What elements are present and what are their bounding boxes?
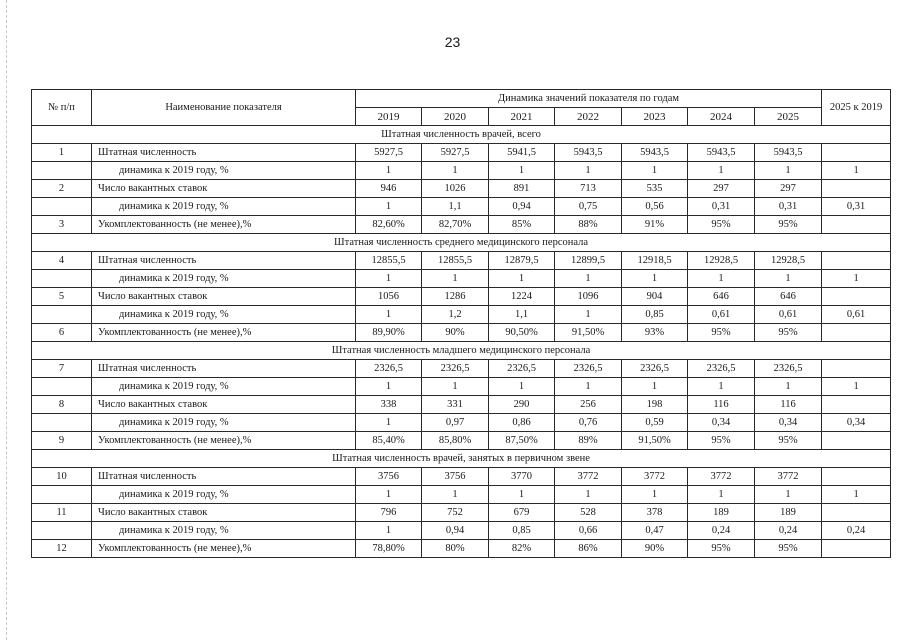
table-row [32, 414, 891, 432]
header-year-cell: 2021 [489, 108, 555, 126]
value-cell: 2326,5 [422, 360, 489, 378]
value-cell: 88% [555, 216, 622, 234]
value-cell: 12918,5 [622, 252, 688, 270]
value-cell: 1 [622, 270, 688, 288]
value-cell: 0,31 [688, 198, 755, 216]
value-cell: 1 [489, 378, 555, 396]
value-cell: 2326,5 [755, 360, 822, 378]
value-cell: 0,76 [555, 414, 622, 432]
page-number: 23 [444, 34, 461, 50]
ratio-cell [822, 216, 891, 234]
value-cell: 713 [555, 180, 622, 198]
table-row [32, 144, 891, 162]
value-cell: 535 [622, 180, 688, 198]
value-cell: 90% [622, 540, 688, 558]
value-cell: 646 [755, 288, 822, 306]
value-cell: 2326,5 [489, 360, 555, 378]
table-body [32, 126, 891, 558]
indicator-name: динамика к 2019 году, % [92, 306, 356, 324]
table-row [32, 378, 891, 396]
ratio-cell [822, 540, 891, 558]
indicator-name: Число вакантных ставок [92, 180, 356, 198]
indicator-name: Укомплектованность (не менее),% [92, 540, 356, 558]
value-cell: 1 [622, 162, 688, 180]
value-cell: 90% [422, 324, 489, 342]
indicator-name: динамика к 2019 году, % [92, 162, 356, 180]
value-cell: 891 [489, 180, 555, 198]
value-cell: 5927,5 [356, 144, 422, 162]
indicator-name: Штатная численность [92, 360, 356, 378]
section-title: Штатная численность врачей, занятых в первичном звене [32, 450, 891, 468]
value-cell: 12899,5 [555, 252, 622, 270]
value-cell: 796 [356, 504, 422, 522]
value-cell: 1224 [489, 288, 555, 306]
ratio-cell [822, 396, 891, 414]
indicator-name: Число вакантных ставок [92, 396, 356, 414]
value-cell: 89,90% [356, 324, 422, 342]
value-cell: 1 [422, 378, 489, 396]
value-cell: 752 [422, 504, 489, 522]
value-cell: 95% [755, 324, 822, 342]
row-number [32, 378, 92, 396]
header-ratio: 2025 к 2019 [822, 90, 891, 126]
value-cell: 3770 [489, 468, 555, 486]
value-cell: 1 [356, 414, 422, 432]
value-cell: 0,61 [755, 306, 822, 324]
value-cell: 78,80% [356, 540, 422, 558]
indicator-name: динамика к 2019 году, % [92, 378, 356, 396]
value-cell: 12879,5 [489, 252, 555, 270]
value-cell: 1 [688, 378, 755, 396]
header-row [32, 90, 891, 108]
value-cell: 0,34 [755, 414, 822, 432]
ratio-cell: 1 [822, 486, 891, 504]
value-cell: 1 [555, 378, 622, 396]
value-cell: 12928,5 [688, 252, 755, 270]
value-cell: 5941,5 [489, 144, 555, 162]
value-cell: 0,97 [422, 414, 489, 432]
value-cell: 1 [356, 162, 422, 180]
value-cell: 1 [555, 486, 622, 504]
table-row [32, 468, 891, 486]
value-cell: 189 [755, 504, 822, 522]
value-cell: 1 [356, 522, 422, 540]
row-number: 2 [32, 180, 92, 198]
table-row [32, 306, 891, 324]
indicator-name: динамика к 2019 году, % [92, 522, 356, 540]
section-title: Штатная численность младшего медицинского персонала [32, 342, 891, 360]
value-cell: 1 [356, 270, 422, 288]
value-cell: 85,80% [422, 432, 489, 450]
value-cell: 1286 [422, 288, 489, 306]
value-cell: 1 [489, 486, 555, 504]
ratio-cell: 0,34 [822, 414, 891, 432]
value-cell: 904 [622, 288, 688, 306]
value-cell: 1 [688, 162, 755, 180]
value-cell: 0,47 [622, 522, 688, 540]
value-cell: 1 [489, 270, 555, 288]
table-row [32, 540, 891, 558]
row-number: 1 [32, 144, 92, 162]
value-cell: 95% [688, 432, 755, 450]
header-num: № п/п [32, 90, 92, 126]
indicator-name: Укомплектованность (не менее),% [92, 216, 356, 234]
row-number [32, 162, 92, 180]
row-number: 12 [32, 540, 92, 558]
value-cell: 1096 [555, 288, 622, 306]
value-cell: 528 [555, 504, 622, 522]
ratio-cell [822, 180, 891, 198]
value-cell: 87,50% [489, 432, 555, 450]
header-year-cell: 2022 [555, 108, 622, 126]
table-row [32, 252, 891, 270]
row-number: 7 [32, 360, 92, 378]
value-cell: 1,1 [489, 306, 555, 324]
value-cell: 91,50% [622, 432, 688, 450]
value-cell: 5943,5 [688, 144, 755, 162]
row-number: 11 [32, 504, 92, 522]
ratio-cell: 0,61 [822, 306, 891, 324]
table-row [32, 216, 891, 234]
value-cell: 116 [755, 396, 822, 414]
indicator-name: Число вакантных ставок [92, 288, 356, 306]
indicator-name: динамика к 2019 году, % [92, 198, 356, 216]
value-cell: 0,94 [489, 198, 555, 216]
value-cell: 3772 [755, 468, 822, 486]
value-cell: 116 [688, 396, 755, 414]
value-cell: 198 [622, 396, 688, 414]
ratio-cell [822, 360, 891, 378]
value-cell: 679 [489, 504, 555, 522]
indicator-name: Штатная численность [92, 252, 356, 270]
indicator-name: Число вакантных ставок [92, 504, 356, 522]
value-cell: 0,56 [622, 198, 688, 216]
ratio-cell: 1 [822, 270, 891, 288]
ratio-cell: 0,31 [822, 198, 891, 216]
value-cell: 0,61 [688, 306, 755, 324]
ratio-cell [822, 252, 891, 270]
ratio-cell: 1 [822, 378, 891, 396]
value-cell: 1 [356, 378, 422, 396]
indicator-name: динамика к 2019 году, % [92, 486, 356, 504]
header-year-cell: 2023 [622, 108, 688, 126]
value-cell: 0,59 [622, 414, 688, 432]
value-cell: 0,24 [688, 522, 755, 540]
row-number: 9 [32, 432, 92, 450]
value-cell: 1 [688, 486, 755, 504]
value-cell: 1,1 [422, 198, 489, 216]
row-number [32, 306, 92, 324]
value-cell: 1 [755, 378, 822, 396]
section-row [32, 126, 891, 144]
row-number [32, 270, 92, 288]
value-cell: 0,34 [688, 414, 755, 432]
value-cell: 2326,5 [555, 360, 622, 378]
value-cell: 1056 [356, 288, 422, 306]
indicator-name: Укомплектованность (не менее),% [92, 324, 356, 342]
section-row [32, 342, 891, 360]
value-cell: 946 [356, 180, 422, 198]
value-cell: 1 [555, 162, 622, 180]
value-cell: 95% [755, 216, 822, 234]
value-cell: 378 [622, 504, 688, 522]
value-cell: 82,60% [356, 216, 422, 234]
value-cell: 1 [755, 486, 822, 504]
row-number: 4 [32, 252, 92, 270]
value-cell: 85% [489, 216, 555, 234]
header-year-cell: 2019 [356, 108, 422, 126]
value-cell: 331 [422, 396, 489, 414]
value-cell: 95% [755, 432, 822, 450]
table-row [32, 162, 891, 180]
row-number: 5 [32, 288, 92, 306]
value-cell: 1 [356, 198, 422, 216]
value-cell: 85,40% [356, 432, 422, 450]
value-cell: 297 [688, 180, 755, 198]
ratio-cell [822, 144, 891, 162]
value-cell: 5927,5 [422, 144, 489, 162]
value-cell: 1 [422, 270, 489, 288]
value-cell: 5943,5 [755, 144, 822, 162]
header-year-cell: 2025 [755, 108, 822, 126]
table-row [32, 504, 891, 522]
header-year-cell: 2024 [688, 108, 755, 126]
value-cell: 338 [356, 396, 422, 414]
value-cell: 2326,5 [356, 360, 422, 378]
row-number [32, 414, 92, 432]
value-cell: 86% [555, 540, 622, 558]
table-row [32, 432, 891, 450]
table-row [32, 288, 891, 306]
value-cell: 0,31 [755, 198, 822, 216]
value-cell: 82,70% [422, 216, 489, 234]
table-row [32, 180, 891, 198]
table-row [32, 396, 891, 414]
section-title: Штатная численность врачей, всего [32, 126, 891, 144]
header-year-cell: 2020 [422, 108, 489, 126]
value-cell: 0,85 [622, 306, 688, 324]
value-cell: 12855,5 [422, 252, 489, 270]
value-cell: 95% [688, 324, 755, 342]
value-cell: 1 [422, 162, 489, 180]
value-cell: 1 [422, 486, 489, 504]
header-dynamics: Динамика значений показателя по годам [356, 90, 822, 108]
value-cell: 1 [755, 270, 822, 288]
value-cell: 1,2 [422, 306, 489, 324]
row-number: 10 [32, 468, 92, 486]
value-cell: 0,94 [422, 522, 489, 540]
ratio-cell [822, 288, 891, 306]
value-cell: 290 [489, 396, 555, 414]
ratio-cell [822, 468, 891, 486]
value-cell: 82% [489, 540, 555, 558]
table-row [32, 360, 891, 378]
value-cell: 1 [356, 486, 422, 504]
value-cell: 95% [688, 216, 755, 234]
indicator-name: Штатная численность [92, 468, 356, 486]
value-cell: 0,75 [555, 198, 622, 216]
value-cell: 1 [688, 270, 755, 288]
value-cell: 90,50% [489, 324, 555, 342]
indicator-name: Штатная численность [92, 144, 356, 162]
value-cell: 1 [356, 306, 422, 324]
section-row [32, 450, 891, 468]
value-cell: 89% [555, 432, 622, 450]
value-cell: 1 [555, 270, 622, 288]
ratio-cell: 1 [822, 162, 891, 180]
value-cell: 189 [688, 504, 755, 522]
indicator-name: динамика к 2019 году, % [92, 414, 356, 432]
value-cell: 0,85 [489, 522, 555, 540]
value-cell: 0,24 [755, 522, 822, 540]
value-cell: 1026 [422, 180, 489, 198]
row-number [32, 198, 92, 216]
row-number: 3 [32, 216, 92, 234]
value-cell: 256 [555, 396, 622, 414]
value-cell: 12855,5 [356, 252, 422, 270]
value-cell: 646 [688, 288, 755, 306]
value-cell: 2326,5 [622, 360, 688, 378]
ratio-cell [822, 432, 891, 450]
ratio-cell [822, 504, 891, 522]
value-cell: 80% [422, 540, 489, 558]
value-cell: 95% [688, 540, 755, 558]
value-cell: 91,50% [555, 324, 622, 342]
row-number: 6 [32, 324, 92, 342]
table-row [32, 198, 891, 216]
value-cell: 5943,5 [555, 144, 622, 162]
value-cell: 95% [755, 540, 822, 558]
value-cell: 1 [555, 306, 622, 324]
value-cell: 1 [489, 162, 555, 180]
section-title: Штатная численность среднего медицинского персонала [32, 234, 891, 252]
value-cell: 1 [622, 378, 688, 396]
value-cell: 0,66 [555, 522, 622, 540]
value-cell: 91% [622, 216, 688, 234]
value-cell: 3772 [688, 468, 755, 486]
table-row [32, 522, 891, 540]
value-cell: 1 [622, 486, 688, 504]
row-number [32, 522, 92, 540]
value-cell: 93% [622, 324, 688, 342]
value-cell: 12928,5 [755, 252, 822, 270]
value-cell: 2326,5 [688, 360, 755, 378]
row-number [32, 486, 92, 504]
indicator-name: Укомплектованность (не менее),% [92, 432, 356, 450]
table-row [32, 486, 891, 504]
header-indicator-name: Наименование показателя [92, 90, 356, 126]
value-cell: 3772 [622, 468, 688, 486]
value-cell: 1 [755, 162, 822, 180]
table-row [32, 324, 891, 342]
table-row [32, 270, 891, 288]
value-cell: 3756 [356, 468, 422, 486]
row-number: 8 [32, 396, 92, 414]
ratio-cell: 0,24 [822, 522, 891, 540]
value-cell: 3772 [555, 468, 622, 486]
section-row [32, 234, 891, 252]
value-cell: 297 [755, 180, 822, 198]
value-cell: 5943,5 [622, 144, 688, 162]
indicators-table [31, 89, 891, 558]
value-cell: 3756 [422, 468, 489, 486]
ratio-cell [822, 324, 891, 342]
value-cell: 0,86 [489, 414, 555, 432]
indicator-name: динамика к 2019 году, % [92, 270, 356, 288]
page-margin-rule [6, 0, 7, 640]
